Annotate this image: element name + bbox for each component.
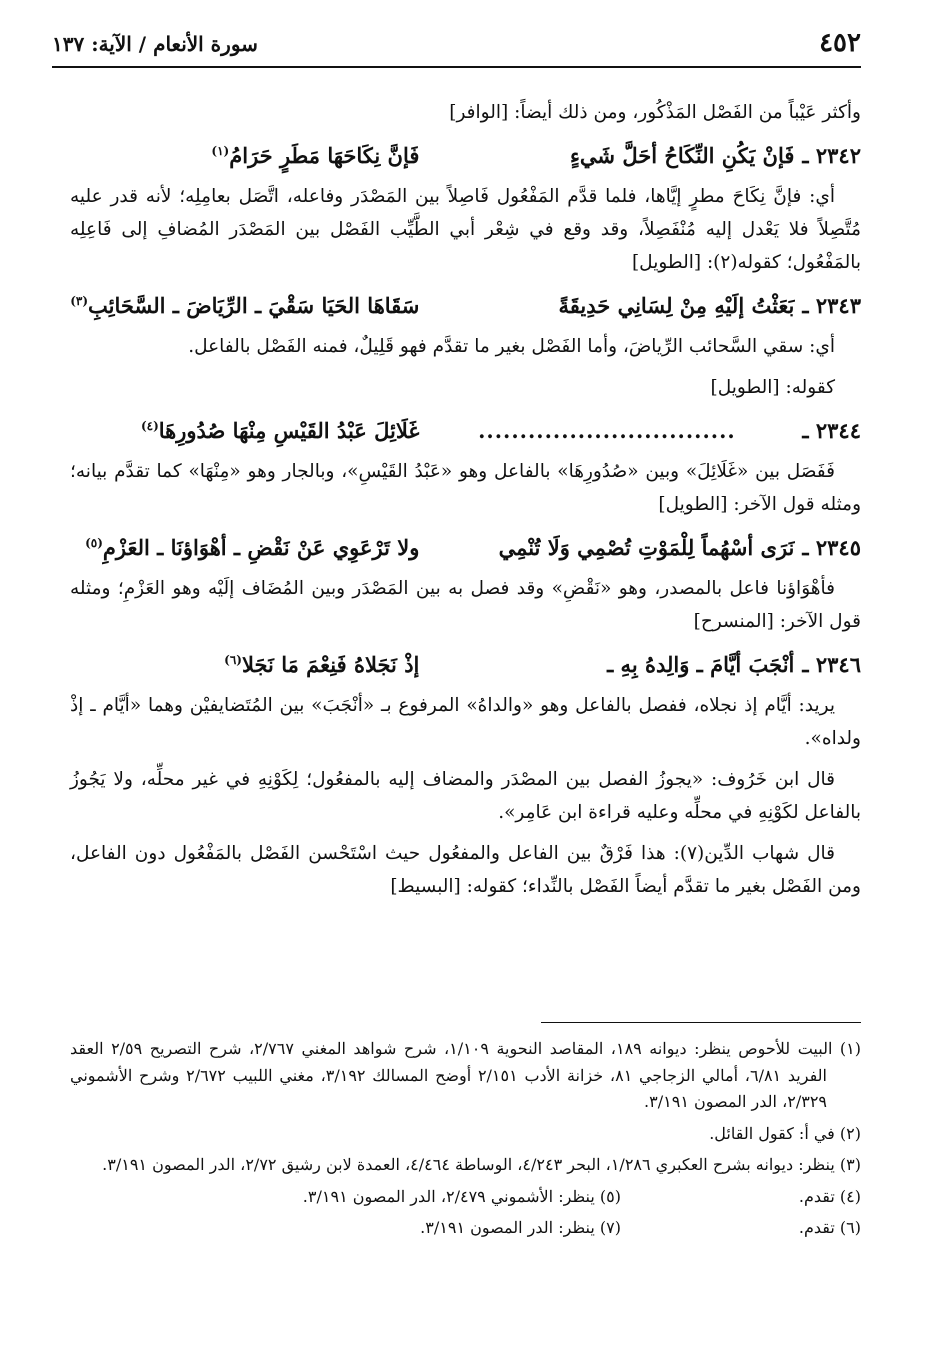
verse-number: ٢٣٤٦ ـ <box>802 652 861 677</box>
footnote-row <box>70 1215 861 1242</box>
footnote-2: (٢) في أ: كقول القائل. <box>709 1123 861 1143</box>
footnote-4: (٤) تقدم. <box>798 1186 861 1206</box>
verse-2342 <box>70 131 861 176</box>
commentary-paragraph: قال ابن خَرُوف: «يجوزُ الفصل بين المصْدَر والمضاف إليه بالمفعُول؛ لِكَوْنِهِ في غير محلِّه، ولا يَجُوزُ بالفاعل لكَوْنِهِ في محلِّه وعليه قراءة ابن عَامِر». <box>70 769 861 823</box>
verse-second-hemistich: فَإنَّ نِكَاحَهَا مَطَرٍ حَرَامُ$^{(١)}$ <box>211 143 420 168</box>
verse-number: ٢٣٤٥ ـ <box>802 535 861 560</box>
verse-first-hemistich: فَإنْ يَكُنِ النِّكَاحُ أحَلَّ شَيءٍ <box>570 143 795 168</box>
commentary-paragraph: أي: سقي السَّحائب الرِّياضَ، وأما الفَصْل بغير ما تقدَّم فهو قَلِيلٌ، فمنه الفَصْل بالفاعل. <box>188 336 835 357</box>
verse-2343 <box>70 281 861 326</box>
main-text <box>70 96 861 903</box>
footnote-1: (١) البيت للأحوص ينظر: ديوانه ١٨٩، المقاصد النحوية ١/١٠٩، شرح شواهد المغني ٢/٧٦٧، شرح التصريح ٢/٥٩ العقد الفريد ٦/٨١، أمالي الزجاجي ٨١، خزانة الأدب ٢/١٥١ أوضح المسالك ٣/١٩٢، مغني اللبيب ٢/٦٧٢ وشرح الأشموني ٢/٣٢٩، الدر المصون ٣/١٩١. <box>70 1039 862 1111</box>
verse-2345 <box>70 523 861 568</box>
commentary-paragraph: يريد: أيَّام إذ نجلاه، ففصل بالفاعل وهو «والداهُ» المرفوع بـ «أنْجَبَ» بين المُتَضايفيْن وهما «أيَّام ـ إذْ ولداه». <box>70 695 861 749</box>
footnote-ref: (٣) <box>70 294 89 308</box>
footnote-3: (٣) ينظر: ديوانه بشرح العكبري ١/٢٨٦، البحر ٤/٢٤٣، الوساطة ٤/٤٦٤، العمدة لابن رشيق ٢/٧٢، الدر المصون ٣/١٩١. <box>102 1155 861 1174</box>
footnote-separator <box>541 1022 861 1023</box>
verse-second-hemistich: إذْ نَجَلاهُ فَنِعْمَ مَا نَجَلا$^{(٦)}$ <box>224 652 420 677</box>
verse-first-hemistich: أنْجَبَ أيَّامَ ـ وَالِدهُ بِهِ ـ <box>607 652 795 677</box>
verse-number: ٢٣٤٢ ـ <box>802 143 861 168</box>
commentary-paragraph: فأهْوَاؤنا فاعل بالمصدر، وهو «نَقْضِ» وقد فصل به بين المَصْدَر وبين المُضَاف إلَيْه وهو العَزْمِ؛ ومثله قول الآخر: [المنسرح] <box>70 578 861 632</box>
verse-second-hemistich: ولا تَرْعَوِي عَنْ نَقْضِ ـ أهْوَاؤنَا ـ العَزْمِ$^{(٥)}$ <box>85 535 420 560</box>
verse-2344 <box>70 406 861 451</box>
footnote-ref: (٥) <box>85 536 103 550</box>
footnote-5: (٥) ينظر: الأشموني ٢/٤٧٩، الدر المصون ٣/١٩١. <box>302 1186 621 1206</box>
running-title: سورة الأنعام / الآية: ١٣٧ <box>52 32 258 56</box>
verse-omitted-hemistich: ............................... <box>478 418 736 443</box>
footnote-7: (٧) ينظر: الدر المصون ٣/١٩١. <box>420 1218 621 1237</box>
intro-paragraph: وأكثر عَيْباً من الفَصْل المَذْكُور، ومن ذلك أيضاً: [الوافر] <box>449 102 861 123</box>
page-header <box>52 28 861 64</box>
page-number: ٤٥٢ <box>819 28 861 58</box>
footnote-ref: (٤) <box>140 419 159 433</box>
verse-number: ٢٣٤٣ ـ <box>802 293 861 318</box>
verse-second-hemistich: سَقَاهَا الحَيَا سَقْيَ ـ الرِّيَاضَ ـ السَّحَائِبِ$^{(٣)}$ <box>70 293 420 318</box>
footnote-ref: (١) <box>211 144 230 158</box>
verse-second-hemistich: غَلَائِلَ عَبْدُ القَيْسِ مِنْهَا صُدُورِهَا$^{(٤)}$ <box>140 418 420 443</box>
commentary-paragraph: فَفَصَل بين «غَلَائِلَ» وبين «صُدُورِهَا» بالفاعل وهو «عَبْدُ القَيْسِ»، وبالجار وهو «مِنْهَا» كما تقدَّم بيانه؛ ومثله قول الآخر: [الطويل] <box>70 461 861 515</box>
footnote-row <box>70 1184 861 1211</box>
verse-first-hemistich: نَرَى أسْهُماً لِلْمَوْتِ تُصْمِي وَلَا تُنْمِي <box>498 535 795 560</box>
header-rule <box>52 66 861 68</box>
footnotes <box>70 1036 861 1247</box>
footnote-ref: (٦) <box>224 653 242 667</box>
footnote-6: (٦) تقدم. <box>798 1218 861 1237</box>
commentary-paragraph: قال شهاب الدِّين(٧): هذا فَرْقٌ بين الفاعل والمفعُول حيث اسْتَحْسن الفَصْل بالمَفْعُول دون الفاعل، ومن الفَصْل بغير ما تقدَّم أيضاً الفَصْل بالنِّداء؛ كقوله: [البسيط] <box>70 843 861 897</box>
commentary-paragraph: كقوله: [الطويل] <box>710 377 835 398</box>
verse-2346 <box>70 640 861 685</box>
verse-number: ٢٣٤٤ ـ <box>802 418 861 443</box>
commentary-paragraph: أي: فإنَّ نِكَاحَ مطرٍ إيَّاها، فلما قدَّم المَفْعُول فَاصِلاً بين المَصْدَر وفاعله، اتَّصَل بعامِلِه؛ لأنه قدر عليه مُتَّصِلاً فلا يَعْدل إليه مُنْفَصِلاً، وقد وقع في شِعْر أبي الطَّيِّب الفَصْل بين المَصْدَر المُضافِ إلى فَاعِلِه بالمَفْعُول؛ كقوله(٢): [الطويل] <box>70 186 861 273</box>
verse-first-hemistich: بَعَثْتُ إلَيْهِ مِنْ لِسَانِي حَدِيقَةً <box>558 293 795 318</box>
